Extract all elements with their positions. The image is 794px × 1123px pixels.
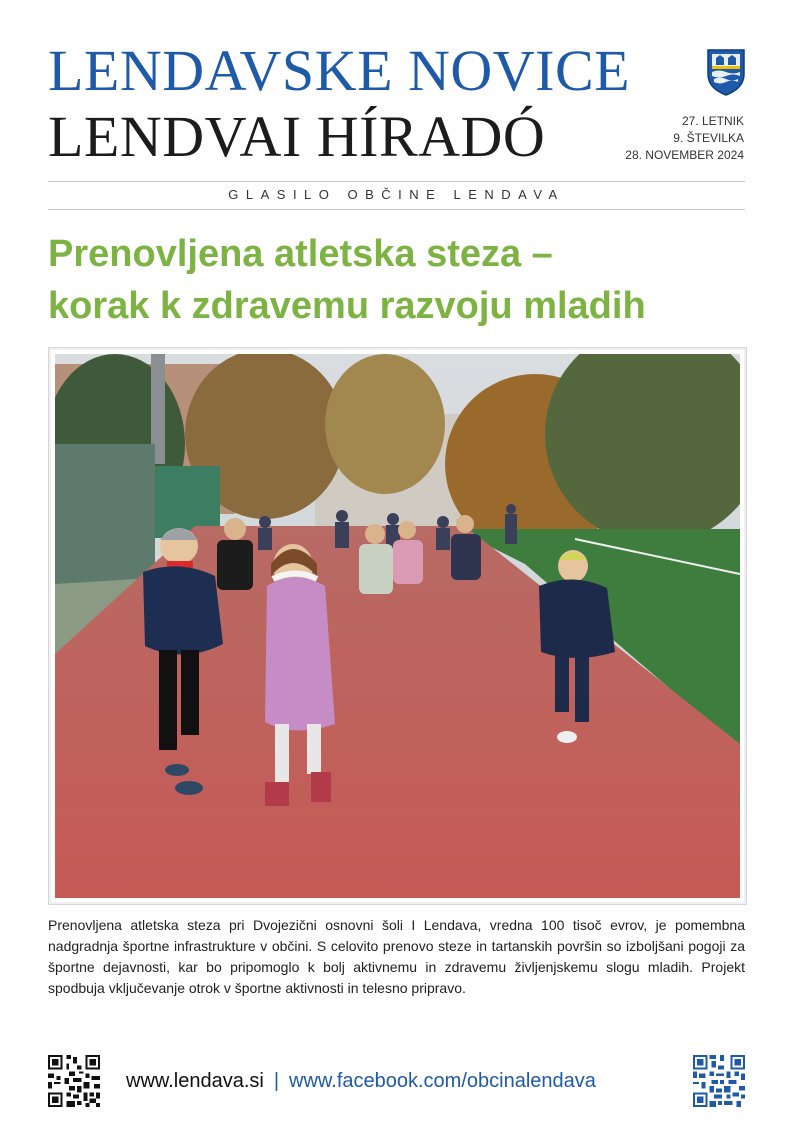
masthead-subtitle: GLASILO OBČINE LENDAVA [228, 187, 565, 202]
volume-label: 27. LETNIK [681, 114, 744, 128]
footer-separator: | [273, 1070, 280, 1092]
qr-code-right-icon[interactable] [693, 1055, 745, 1107]
article-photo-frame [48, 347, 747, 905]
article-headline [48, 228, 748, 332]
website-link[interactable]: www.lendava.si [126, 1070, 264, 1092]
article-caption: Prenovljena atletska steza pri Dvojezični osnovni šoli I Lendava, vredna 100 tisoč evrov, je pomembna nadgradnja športne infrastrukture v občini. S celovito prenovo steze in tartanskih površin so izboljšani pogoji za športne dejavnosti, kar bo pripomoglo k bolj aktivnemu in zdravemu življenjskemu slogu mladih. Projekt spodbuja vključevanje otrok v športne aktivnosti in telesno pripravo. [48, 917, 745, 996]
headline-line-1: Prenovljena atletska steza – [48, 233, 553, 275]
headline-line-2: korak k zdravemu razvoju mladih [48, 285, 646, 327]
qr-code-left-icon[interactable] [48, 1055, 100, 1107]
masthead-title-hungarian: LENDVAI HÍRADÓ [48, 104, 546, 169]
issue-date: 28. NOVEMBER 2024 [625, 148, 744, 162]
masthead-rule-bottom [48, 209, 745, 210]
footer-links [126, 1068, 596, 1094]
issue-info [625, 113, 744, 164]
coat-of-arms-icon [706, 48, 746, 96]
facebook-link[interactable]: www.facebook.com/obcinalendava [289, 1070, 596, 1092]
masthead-title-slovene: LENDAVSKE NOVICE [48, 38, 631, 103]
article-photo [55, 354, 740, 898]
masthead-rule-top [48, 181, 745, 182]
issue-number: 9. ŠTEVILKA [673, 131, 744, 145]
